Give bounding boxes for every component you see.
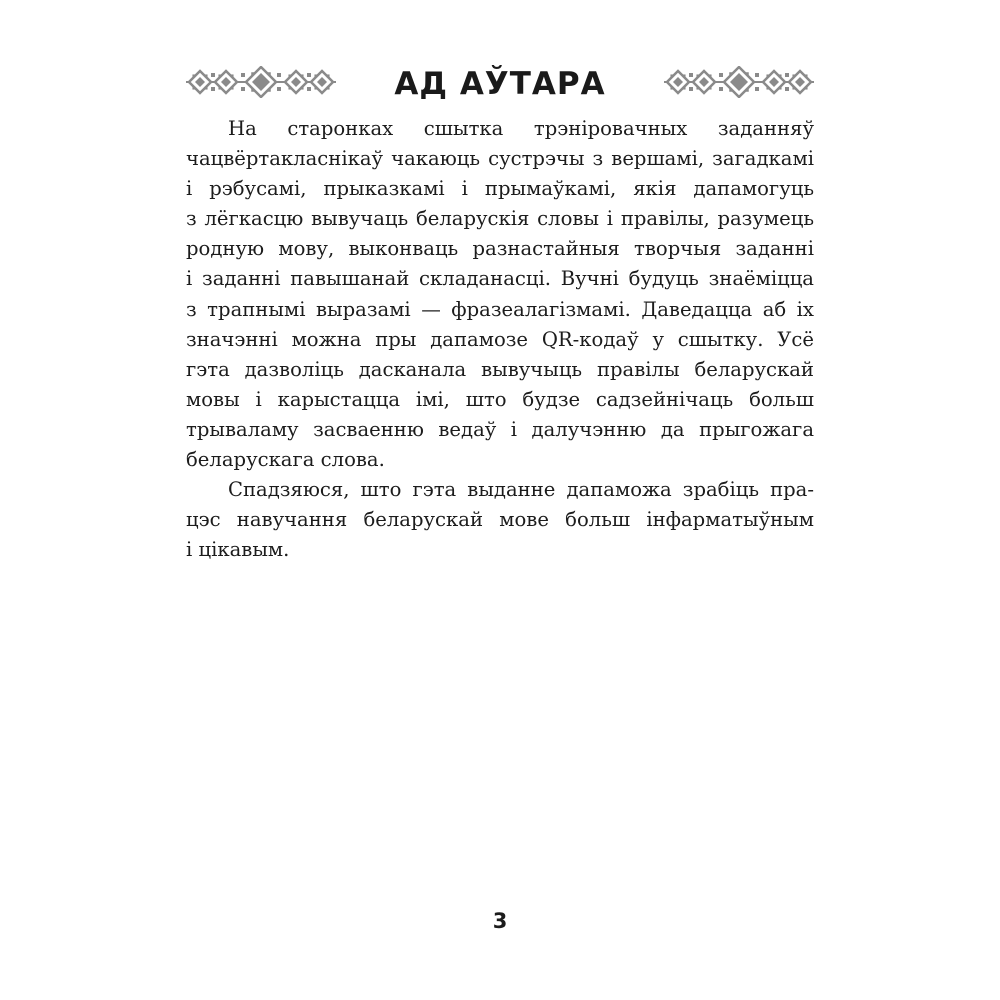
body-text [186, 114, 814, 565]
text-line: родную мову, выконваць разнастайныя творчыя заданні [186, 237, 814, 261]
paragraph-1 [186, 114, 814, 475]
text-line: і рэбусамі, прыказкамі і прымаўкамі, якія дапамогуць [186, 177, 814, 201]
text-line: і заданні павышанай складанасці. Вучні будуць знаёміцца [186, 267, 814, 291]
text-line: і цікавым. [186, 538, 290, 562]
text-line: гэта дазволіць дасканала вывучыць правілы беларускай [186, 357, 814, 381]
folk-ornament-right-icon [664, 66, 814, 98]
paragraph-2 [186, 475, 814, 565]
text-line: з лёгкасцю вывучаць беларускія словы і правілы, разумець [186, 207, 814, 231]
text-line: значэнні можна пры дапамозе QR-кодаў у сшытку. Усё [186, 327, 814, 351]
text-line: чацвёртакласнікаў чакаюць сустрэчы з вершамі, загадкамі [186, 147, 814, 171]
text-line: трываламу засваенню ведаў і далучэнню да прыгожага [186, 417, 814, 441]
page-header [186, 62, 814, 102]
text-line: На старонках сшытка трэніровачных заданняў [228, 117, 814, 140]
text-line: Спадзяюся, што гэта выданне дапаможа зрабіць пра- [228, 478, 814, 502]
text-line: цэс навучання беларускай мове больш інфарматыўным [186, 508, 814, 532]
text-line: мовы і карыстацца імі, што будзе садзейнічаць больш [186, 387, 814, 411]
page-title: АД АЎТАРА [394, 66, 606, 102]
text-line: з трапнымі выразамі — фразеалагізмамі. Даведацца аб іх [186, 297, 814, 321]
text-line: беларускага слова. [186, 448, 385, 472]
page-number: 3 [492, 909, 508, 933]
